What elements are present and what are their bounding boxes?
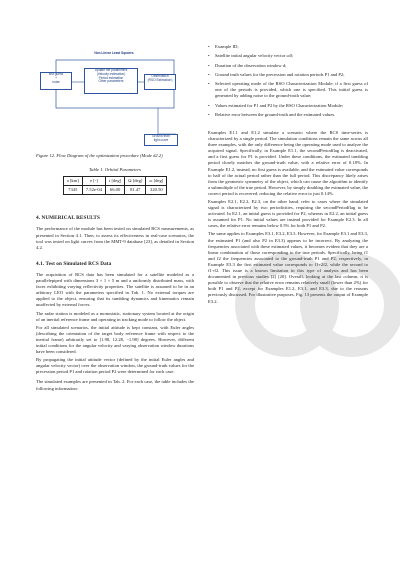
ground-truth-box: Ground truth light curve: [144, 134, 178, 146]
table-cell: 66.00: [106, 186, 125, 195]
list-item: • Selected operating mode of the RSO Characterization Module; if a first guess of one of the periods is provided, which one is specified. This initial guess is generated by adding noise to the ground-truth value;: [215, 81, 368, 99]
update-parameters-box: Update the parameters (Velocity estimation) Period estimation Other parameters: [84, 68, 138, 94]
table-header-cell: e [-]: [82, 177, 105, 186]
right-column: [208, 44, 368, 307]
table-cell: 320.50: [146, 186, 167, 195]
subsection-heading: 4.1. Test on Simulated RCS Data: [36, 260, 112, 267]
paragraph: Examples E2.1, E2.2, E2.3, on the other hand, refer to cases where the simulated signal is characterized by two periodicities, requiring the secondPeriodflag to be activated. In E2.1, an initial guess is provided for P2, whereas in E2.2, an initial guess is assumed for P1. No initial values are instead provided for Example E2.3. In all cases, the relative error remains below 0.5% for both P1 and P2.: [208, 199, 368, 229]
table-cell: 7345: [63, 186, 82, 195]
paragraph: The same applies to Examples E3.1, E3.2, E3.3. However, for Example E3.1 and E3.3, the estimated P1 (and also P2 in E3.3) appears to be incorrect. By analyzing the frequencies associated with these estimated values, it becomes evident that they are a linear combination of those corresponding to the true periods. Specifically, being f1 and f2 the frequencies associated to the ground-truth P1 and P2, respectively, in Example E3.3 the first estimated value corresponds to f1+2f2, while the second to f1+f2. This issue is a known limitation in this type of analysis and has been documented in previous studies [2] [20]. Overall, looking at the last column, it is possible to observe that the relative error remains relatively small (lower than 2%) for both P1 and P2, except for Examples E1.2, E3.1, and E3.3, due to the reasons previously discussed. For illustrative purposes, Fig. 13 presents the output of Example E3.2.: [208, 231, 368, 304]
list-item: • Values estimated for P1 and P2 by the RSO Characterization Module;: [215, 103, 368, 109]
observation-box: Observation (RSO Estimation): [144, 74, 176, 90]
info-list: [208, 44, 368, 118]
table-header-cell: i [deg]: [106, 177, 125, 186]
table-cell: 81.47: [125, 186, 146, 195]
list-item: • Relative error between the ground-truth and the estimated values.: [215, 112, 368, 118]
table-header-cell: a [km]: [63, 177, 82, 186]
first-guess-box: first guess + noise: [40, 72, 72, 90]
paragraph: The simulated examples are presented in Tab. 2. For each case, the table includes the following information:: [36, 379, 194, 391]
table-cell: 7.52e-04: [82, 186, 105, 195]
nlls-label: Non Linear Least Squares: [86, 52, 142, 57]
list-item: • Satellite initial angular velocity vector ω0;: [215, 53, 368, 59]
paragraph: Examples E1.1 and E1.2 simulate a scenario where the RCS time-series is characterized by a single period. The simulation conditions remain the same across all three examples, with the only difference being the operating mode used to analyze the acquired signal. Specifically, in Example E1.1, the secondPeriodflag is deactivated, and a first guess for P1 is provided. Under these conditions, the estimated tumbling period closely matches the ground-truth value, with a relative error of 0.18%. In Example E1.2, instead, no first guess is available, and the estimated value corresponds to half of the actual period rather than the full period. This discrepancy likely arises from the geometric symmetry of the object, which can cause the algorithm to identify a submultiple of the true period. However, by simply doubling the estimated value, the correct period is recovered, reducing the relative error to just 0.14%.: [208, 129, 368, 196]
paragraph: For all simulated scenarios, the initial attitude is kept constant, with Euler angles (describing the orientation of the target body reference frame with respect to the inertial frame) arbitrarily set to [1.98, 12.28, −1.98] degrees. However, different initial conditions for the angular velocity and varying observation window durations have been considered.: [36, 324, 194, 355]
paragraph: The acquisition of RCS data has been simulated for a satellite modeled as a parallelepiped with dimensions 3 × 1 × 5 m and a uniformly distributed mass, with faces exhibiting varying reflectivity properties. The satellite is assumed to be in an arbitrary LEO with the parameters specified in Tab. 1. No external torques are applied to the object, ensuring that its tumbling dynamics and kinematics remain unaffected by external forces.: [36, 271, 194, 308]
table-header-cell: Ω [deg]: [125, 177, 146, 186]
list-item: • Duration of the observation window d;: [215, 63, 368, 69]
paragraph: By propagating the initial attitude vector (defined by the initial Euler angles and angular velocity vector) over the observation window, the ground-truth values for the precession period P1 and rotation period P2 were determined for each case.: [36, 357, 194, 375]
orbital-parameters-table: [63, 176, 168, 195]
paragraph: The performance of the module has been tested on simulated RCS measurements, as presented in Section 4.1. Then, to assess its effectiveness in real-case scenarios, the tool was tested on light curves from the MMT-9 database [23], as detailed in Section 4.2.: [36, 226, 194, 250]
list-item: • Example ID;: [215, 44, 368, 50]
table-header-cell: ω [deg]: [146, 177, 167, 186]
table-caption: Table 1. Orbital Parameters: [89, 167, 141, 173]
section-heading: 4. NUMERICAL RESULTS: [36, 215, 100, 222]
left-column: [36, 153, 194, 394]
list-item: • Ground truth values for the precession and rotation periods P1 and P2;: [215, 72, 368, 78]
table-row: [63, 186, 167, 195]
paragraph: The radar station is modeled as a monostatic, stationary system located at the origin of an inertial reference frame and operating in tracking mode to follow the object.: [36, 310, 194, 322]
flow-diagram: [36, 52, 188, 152]
table-header-row: [63, 177, 167, 186]
figure-caption: Figure 12. Flow Diagram of the optimization procedure (Mode #2.2): [36, 153, 163, 158]
